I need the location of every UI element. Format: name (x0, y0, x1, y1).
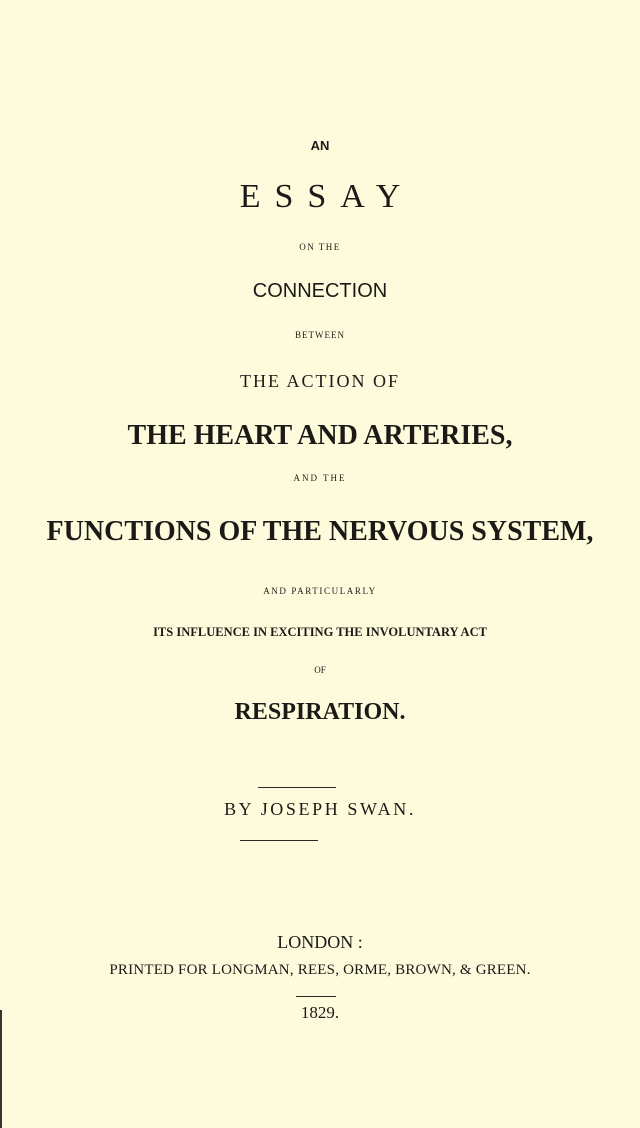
heading-essay: ESSAY (239, 178, 415, 215)
author-line: BY JOSEPH SWAN. (224, 799, 416, 819)
page-edge-mark (0, 1010, 2, 1128)
heading-an: AN (310, 138, 330, 153)
rule-below-author (240, 840, 318, 841)
heading-respiration: RESPIRATION. (234, 699, 406, 725)
imprint-year: 1829. (300, 1003, 340, 1022)
subheading-on-the: ON THE (299, 242, 341, 252)
subheading-and-particularly: AND PARTICULARLY (263, 586, 377, 596)
imprint-printer: PRINTED FOR LONGMAN, REES, ORME, BROWN, & GREEN. (109, 962, 531, 978)
heading-functions: FUNCTIONS OF THE NERVOUS SYSTEM, (46, 516, 594, 547)
heading-connection: CONNECTION (252, 280, 388, 302)
subheading-between: BETWEEN (295, 330, 345, 340)
rule-above-year (296, 996, 336, 997)
heading-its-influence: ITS INFLUENCE IN EXCITING THE INVOLUNTARY ACT (153, 625, 487, 639)
imprint-place: LONDON : (277, 932, 363, 952)
heading-heart-arteries: THE HEART AND ARTERIES, (127, 420, 513, 451)
rule-above-author (258, 787, 336, 788)
heading-the-action-of: THE ACTION OF (240, 371, 400, 391)
subheading-and-the: AND THE (293, 473, 347, 483)
subheading-of: OF (314, 665, 326, 675)
